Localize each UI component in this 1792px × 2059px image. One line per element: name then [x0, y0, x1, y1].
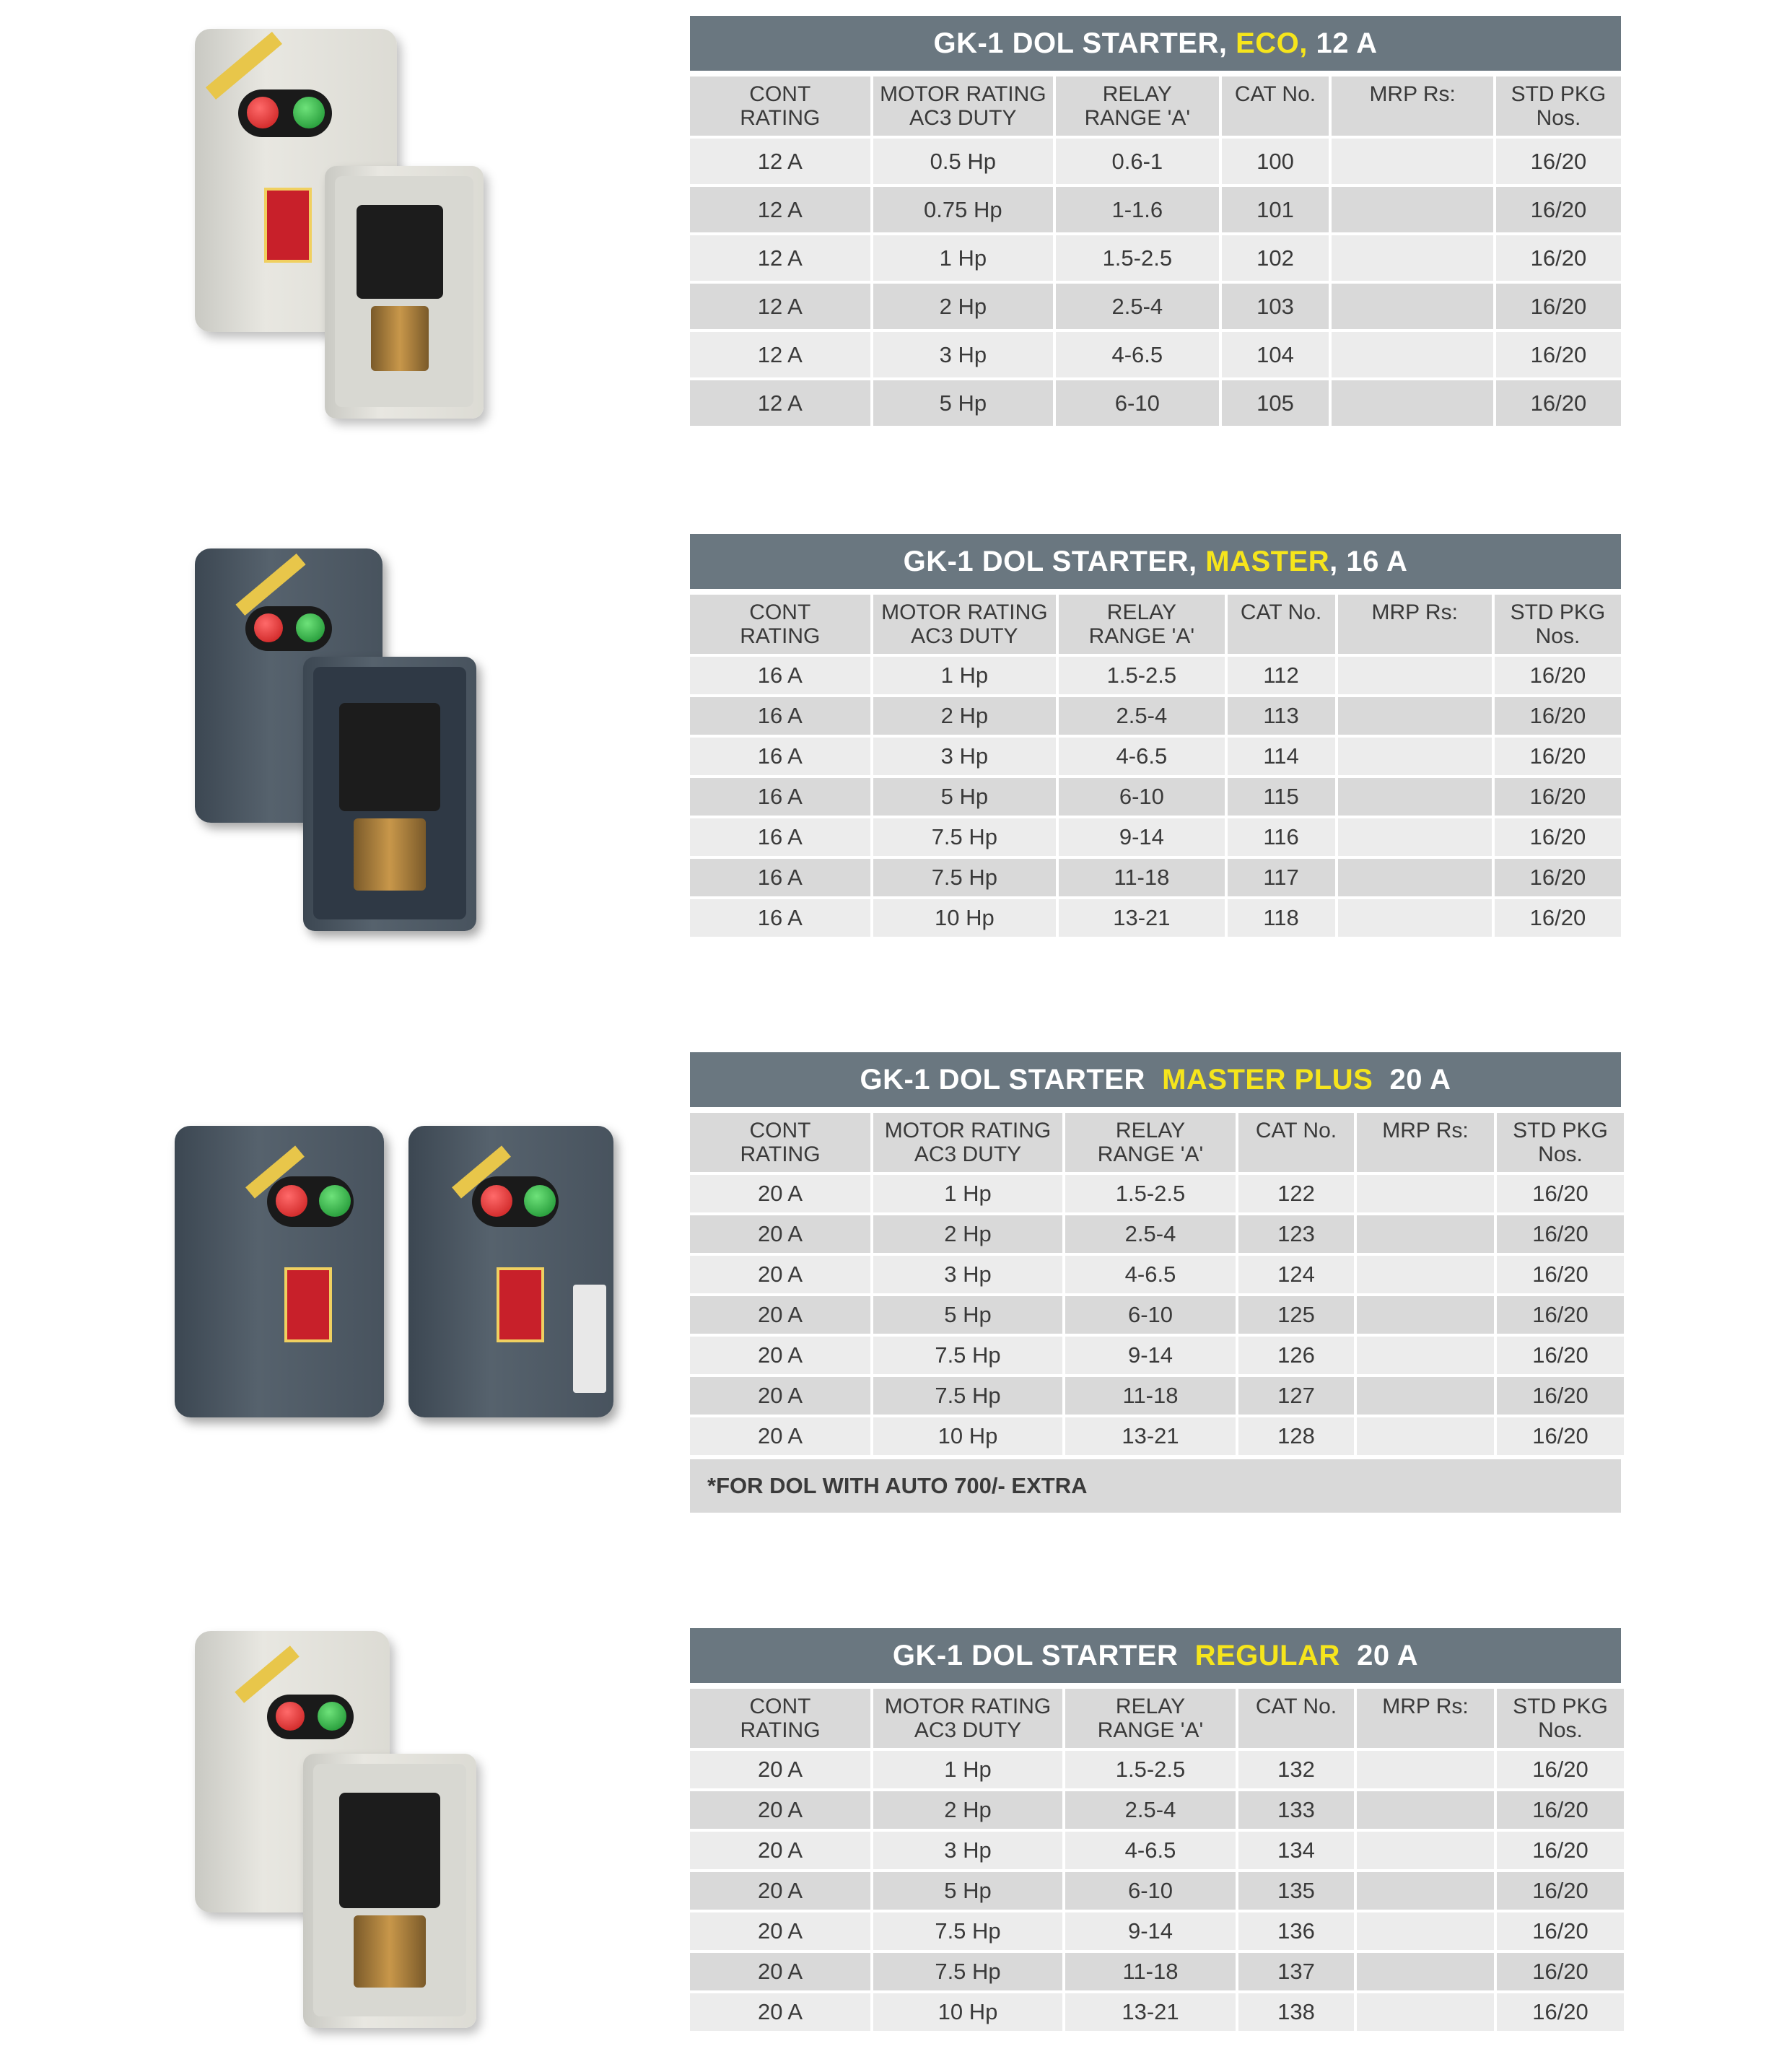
cell-cat-no: 102 [1222, 235, 1329, 281]
cell-std-pkg: 16/20 [1497, 1296, 1624, 1334]
cell-cat-no: 118 [1228, 899, 1335, 937]
cell-cont-rating: 20 A [690, 1791, 870, 1829]
cell-cont-rating: 16 A [690, 657, 870, 694]
header-cont-rating: CONT RATING [690, 1689, 870, 1748]
cell-relay-range: 13-21 [1059, 899, 1224, 937]
header-cat-no: CAT No. [1238, 1113, 1354, 1172]
table-row [690, 139, 1621, 184]
cell-cat-no: 113 [1228, 697, 1335, 735]
cell-motor-rating: 2 Hp [873, 697, 1057, 735]
header-row [690, 595, 1621, 654]
cell-std-pkg: 16/20 [1497, 1993, 1624, 2031]
cell-std-pkg: 16/20 [1497, 1215, 1624, 1253]
cell-cont-rating: 12 A [690, 139, 870, 184]
cell-std-pkg: 16/20 [1497, 1377, 1624, 1415]
cell-mrp [1338, 697, 1492, 735]
cell-cont-rating: 20 A [690, 1377, 870, 1415]
cell-relay-range: 1-1.6 [1056, 187, 1218, 232]
cell-relay-range: 6-10 [1065, 1872, 1236, 1910]
cell-cont-rating: 12 A [690, 332, 870, 377]
cell-relay-range: 2.5-4 [1056, 284, 1218, 329]
table-row [690, 1337, 1624, 1374]
cell-mrp [1332, 187, 1492, 232]
cell-cont-rating: 12 A [690, 235, 870, 281]
title-highlight: ECO, [1236, 27, 1308, 59]
cell-cont-rating: 12 A [690, 187, 870, 232]
cell-mrp [1338, 657, 1492, 694]
cell-cat-no: 112 [1228, 657, 1335, 694]
table-row [690, 859, 1621, 896]
cell-motor-rating: 0.75 Hp [873, 187, 1054, 232]
spec-table [687, 74, 1624, 429]
cell-relay-range: 6-10 [1059, 778, 1224, 816]
title-highlight: MASTER [1205, 545, 1330, 577]
cell-cat-no: 117 [1228, 859, 1335, 896]
table-row [690, 1993, 1624, 2031]
cell-std-pkg: 16/20 [1495, 859, 1621, 896]
cell-mrp [1338, 778, 1492, 816]
table-row [690, 1872, 1624, 1910]
cell-motor-rating: 1 Hp [873, 657, 1057, 694]
header-mrp: MRP Rs: [1357, 1113, 1494, 1172]
cell-cat-no: 104 [1222, 332, 1329, 377]
cell-relay-range: 0.6-1 [1056, 139, 1218, 184]
table-title [690, 16, 1621, 71]
cell-mrp [1338, 859, 1492, 896]
table-eco [690, 16, 1621, 429]
title-text: GK-1 DOL STARTER, [933, 27, 1236, 59]
title-text: GK-1 DOL STARTER, [903, 545, 1206, 577]
cell-motor-rating: 2 Hp [873, 1215, 1062, 1253]
title-highlight: REGULAR [1194, 1639, 1340, 1671]
cell-mrp [1357, 1832, 1494, 1869]
title-suffix: , 16 A [1329, 545, 1408, 577]
table-row [690, 738, 1621, 775]
cell-cat-no: 138 [1238, 1993, 1354, 2031]
table-row [690, 1953, 1624, 1990]
cell-relay-range: 4-6.5 [1056, 332, 1218, 377]
cell-mrp [1332, 284, 1492, 329]
cell-mrp [1332, 235, 1492, 281]
cell-motor-rating: 1 Hp [873, 235, 1054, 281]
cell-cat-no: 123 [1238, 1215, 1354, 1253]
cell-motor-rating: 10 Hp [873, 899, 1057, 937]
cell-std-pkg: 16/20 [1497, 1417, 1624, 1455]
table-row [690, 187, 1621, 232]
cell-motor-rating: 7.5 Hp [873, 818, 1057, 856]
cell-mrp [1357, 1337, 1494, 1374]
cell-relay-range: 1.5-2.5 [1056, 235, 1218, 281]
cell-motor-rating: 10 Hp [873, 1993, 1062, 2031]
header-motor-rating: MOTOR RATING AC3 DUTY [873, 595, 1057, 654]
cell-cont-rating: 16 A [690, 818, 870, 856]
cell-mrp [1357, 1296, 1494, 1334]
cell-cat-no: 100 [1222, 139, 1329, 184]
cell-cat-no: 105 [1222, 380, 1329, 426]
header-motor-rating: MOTOR RATING AC3 DUTY [873, 76, 1054, 136]
table-row [690, 1377, 1624, 1415]
header-relay-range: RELAY RANGE 'A' [1065, 1113, 1236, 1172]
cell-relay-range: 13-21 [1065, 1417, 1236, 1455]
cell-motor-rating: 7.5 Hp [873, 1337, 1062, 1374]
cell-cont-rating: 20 A [690, 1993, 870, 2031]
cell-cont-rating: 20 A [690, 1872, 870, 1910]
header-cont-rating: CONT RATING [690, 76, 870, 136]
cell-relay-range: 1.5-2.5 [1059, 657, 1224, 694]
cell-std-pkg: 16/20 [1496, 139, 1621, 184]
cell-motor-rating: 7.5 Hp [873, 1377, 1062, 1415]
title-highlight: MASTER PLUS [1162, 1063, 1373, 1096]
cell-std-pkg: 16/20 [1496, 380, 1621, 426]
cell-cont-rating: 12 A [690, 380, 870, 426]
header-mrp: MRP Rs: [1332, 76, 1492, 136]
cell-cat-no: 127 [1238, 1377, 1354, 1415]
cell-cat-no: 128 [1238, 1417, 1354, 1455]
cell-mrp [1357, 1872, 1494, 1910]
cell-relay-range: 11-18 [1065, 1953, 1236, 1990]
cell-mrp [1357, 1912, 1494, 1950]
table-title [690, 1052, 1621, 1107]
table-row [690, 1832, 1624, 1869]
cell-mrp [1357, 1417, 1494, 1455]
cell-motor-rating: 3 Hp [873, 1832, 1062, 1869]
table-row [690, 1791, 1624, 1829]
header-motor-rating: MOTOR RATING AC3 DUTY [873, 1113, 1062, 1172]
spec-table [687, 1686, 1627, 2034]
cell-cont-rating: 20 A [690, 1215, 870, 1253]
cell-relay-range: 6-10 [1065, 1296, 1236, 1334]
cell-mrp [1357, 1993, 1494, 2031]
header-row [690, 1113, 1624, 1172]
cell-motor-rating: 7.5 Hp [873, 1953, 1062, 1990]
cell-std-pkg: 16/20 [1497, 1791, 1624, 1829]
cell-relay-range: 2.5-4 [1065, 1791, 1236, 1829]
table-row [690, 1215, 1624, 1253]
table-row [690, 1175, 1624, 1212]
table-row [690, 778, 1621, 816]
cell-relay-range: 11-18 [1059, 859, 1224, 896]
cell-cat-no: 125 [1238, 1296, 1354, 1334]
cell-relay-range: 4-6.5 [1065, 1256, 1236, 1293]
table-row [690, 1751, 1624, 1788]
product-image-master-starter [188, 534, 491, 938]
cell-motor-rating: 3 Hp [873, 738, 1057, 775]
cell-motor-rating: 5 Hp [873, 380, 1054, 426]
cell-std-pkg: 16/20 [1495, 818, 1621, 856]
cell-relay-range: 2.5-4 [1065, 1215, 1236, 1253]
cell-std-pkg: 16/20 [1497, 1872, 1624, 1910]
cell-cat-no: 114 [1228, 738, 1335, 775]
cell-mrp [1357, 1175, 1494, 1212]
cell-std-pkg: 16/20 [1497, 1337, 1624, 1374]
header-cat-no: CAT No. [1228, 595, 1335, 654]
table-row [690, 899, 1621, 937]
cell-std-pkg: 16/20 [1495, 738, 1621, 775]
cell-std-pkg: 16/20 [1497, 1751, 1624, 1788]
cell-cat-no: 134 [1238, 1832, 1354, 1869]
table-row [690, 332, 1621, 377]
cell-std-pkg: 16/20 [1496, 332, 1621, 377]
title-text: GK-1 DOL STARTER [860, 1063, 1163, 1096]
header-std-pkg: STD PKG Nos. [1497, 1113, 1624, 1172]
table-row [690, 1256, 1624, 1293]
cell-std-pkg: 16/20 [1497, 1256, 1624, 1293]
cell-std-pkg: 16/20 [1497, 1953, 1624, 1990]
cell-relay-range: 6-10 [1056, 380, 1218, 426]
cell-cont-rating: 20 A [690, 1417, 870, 1455]
cell-mrp [1357, 1791, 1494, 1829]
cell-mrp [1338, 899, 1492, 937]
cell-cat-no: 132 [1238, 1751, 1354, 1788]
product-image-master-plus-starter [170, 1119, 618, 1429]
cell-cont-rating: 20 A [690, 1912, 870, 1950]
product-image-eco-starter [188, 22, 491, 426]
table-master-plus [690, 1052, 1621, 1513]
table-row [690, 1296, 1624, 1334]
cell-cat-no: 122 [1238, 1175, 1354, 1212]
header-relay-range: RELAY RANGE 'A' [1056, 76, 1218, 136]
table-regular [690, 1628, 1621, 2034]
cell-relay-range: 9-14 [1065, 1337, 1236, 1374]
cell-cont-rating: 20 A [690, 1256, 870, 1293]
cell-mrp [1332, 139, 1492, 184]
cell-std-pkg: 16/20 [1497, 1832, 1624, 1869]
cell-motor-rating: 10 Hp [873, 1417, 1062, 1455]
cell-std-pkg: 16/20 [1497, 1912, 1624, 1950]
cell-std-pkg: 16/20 [1495, 657, 1621, 694]
table-row [690, 657, 1621, 694]
cell-cat-no: 103 [1222, 284, 1329, 329]
cell-relay-range: 9-14 [1059, 818, 1224, 856]
cell-std-pkg: 16/20 [1495, 778, 1621, 816]
footnote-bar [690, 1459, 1621, 1513]
table-row [690, 1912, 1624, 1950]
cell-std-pkg: 16/20 [1496, 284, 1621, 329]
spec-table [687, 592, 1624, 940]
cell-mrp [1357, 1953, 1494, 1990]
cell-cont-rating: 12 A [690, 284, 870, 329]
header-std-pkg: STD PKG Nos. [1497, 1689, 1624, 1748]
cell-cont-rating: 20 A [690, 1832, 870, 1869]
cell-std-pkg: 16/20 [1496, 235, 1621, 281]
cell-motor-rating: 3 Hp [873, 1256, 1062, 1293]
cell-mrp [1357, 1215, 1494, 1253]
cell-cat-no: 101 [1222, 187, 1329, 232]
cell-motor-rating: 7.5 Hp [873, 1912, 1062, 1950]
cell-cat-no: 133 [1238, 1791, 1354, 1829]
cell-relay-range: 11-18 [1065, 1377, 1236, 1415]
title-suffix: 12 A [1307, 27, 1378, 59]
cell-motor-rating: 5 Hp [873, 1296, 1062, 1334]
cell-motor-rating: 7.5 Hp [873, 859, 1057, 896]
table-row [690, 235, 1621, 281]
table-title [690, 534, 1621, 589]
cell-relay-range: 4-6.5 [1059, 738, 1224, 775]
header-std-pkg: STD PKG Nos. [1496, 76, 1621, 136]
header-mrp: MRP Rs: [1357, 1689, 1494, 1748]
header-motor-rating: MOTOR RATING AC3 DUTY [873, 1689, 1062, 1748]
cell-std-pkg: 16/20 [1496, 187, 1621, 232]
cell-std-pkg: 16/20 [1495, 697, 1621, 735]
cell-cat-no: 124 [1238, 1256, 1354, 1293]
cell-motor-rating: 3 Hp [873, 332, 1054, 377]
header-std-pkg: STD PKG Nos. [1495, 595, 1621, 654]
header-cont-rating: CONT RATING [690, 1113, 870, 1172]
header-row [690, 76, 1621, 136]
title-text: GK-1 DOL STARTER [892, 1639, 1195, 1671]
cell-cont-rating: 20 A [690, 1175, 870, 1212]
cell-cat-no: 126 [1238, 1337, 1354, 1374]
cell-mrp [1357, 1751, 1494, 1788]
cell-cat-no: 137 [1238, 1953, 1354, 1990]
cell-mrp [1332, 332, 1492, 377]
header-relay-range: RELAY RANGE 'A' [1065, 1689, 1236, 1748]
cell-cont-rating: 20 A [690, 1751, 870, 1788]
cell-motor-rating: 5 Hp [873, 1872, 1062, 1910]
cell-relay-range: 9-14 [1065, 1912, 1236, 1950]
cell-cont-rating: 20 A [690, 1337, 870, 1374]
table-master [690, 534, 1621, 940]
cell-relay-range: 13-21 [1065, 1993, 1236, 2031]
cell-motor-rating: 2 Hp [873, 1791, 1062, 1829]
title-suffix: 20 A [1339, 1639, 1419, 1671]
cell-cont-rating: 16 A [690, 899, 870, 937]
cell-relay-range: 4-6.5 [1065, 1832, 1236, 1869]
table-row [690, 1417, 1624, 1455]
cell-mrp [1338, 818, 1492, 856]
header-relay-range: RELAY RANGE 'A' [1059, 595, 1224, 654]
table-row [690, 697, 1621, 735]
cell-cont-rating: 16 A [690, 778, 870, 816]
cell-mrp [1357, 1256, 1494, 1293]
cell-cat-no: 135 [1238, 1872, 1354, 1910]
header-cat-no: CAT No. [1222, 76, 1329, 136]
cell-relay-range: 2.5-4 [1059, 697, 1224, 735]
cell-cont-rating: 16 A [690, 738, 870, 775]
cell-mrp [1357, 1377, 1494, 1415]
table-row [690, 818, 1621, 856]
cell-motor-rating: 1 Hp [873, 1175, 1062, 1212]
cell-relay-range: 1.5-2.5 [1065, 1175, 1236, 1212]
cell-std-pkg: 16/20 [1495, 899, 1621, 937]
cell-cat-no: 136 [1238, 1912, 1354, 1950]
header-mrp: MRP Rs: [1338, 595, 1492, 654]
cell-motor-rating: 0.5 Hp [873, 139, 1054, 184]
header-cat-no: CAT No. [1238, 1689, 1354, 1748]
product-image-regular-starter [188, 1624, 491, 2028]
cell-mrp [1332, 380, 1492, 426]
cell-relay-range: 1.5-2.5 [1065, 1751, 1236, 1788]
cell-std-pkg: 16/20 [1497, 1175, 1624, 1212]
cell-motor-rating: 1 Hp [873, 1751, 1062, 1788]
cell-cat-no: 115 [1228, 778, 1335, 816]
cell-cont-rating: 20 A [690, 1296, 870, 1334]
cell-cont-rating: 16 A [690, 697, 870, 735]
title-suffix: 20 A [1373, 1063, 1451, 1096]
spec-table [687, 1110, 1627, 1458]
footnote-text: *FOR DOL WITH AUTO 700/- EXTRA [707, 1473, 1088, 1498]
header-cont-rating: CONT RATING [690, 595, 870, 654]
cell-mrp [1338, 738, 1492, 775]
cell-motor-rating: 5 Hp [873, 778, 1057, 816]
cell-cont-rating: 20 A [690, 1953, 870, 1990]
table-row [690, 284, 1621, 329]
table-row [690, 380, 1621, 426]
cell-cont-rating: 16 A [690, 859, 870, 896]
table-title [690, 1628, 1621, 1683]
header-row [690, 1689, 1624, 1748]
cell-motor-rating: 2 Hp [873, 284, 1054, 329]
cell-cat-no: 116 [1228, 818, 1335, 856]
